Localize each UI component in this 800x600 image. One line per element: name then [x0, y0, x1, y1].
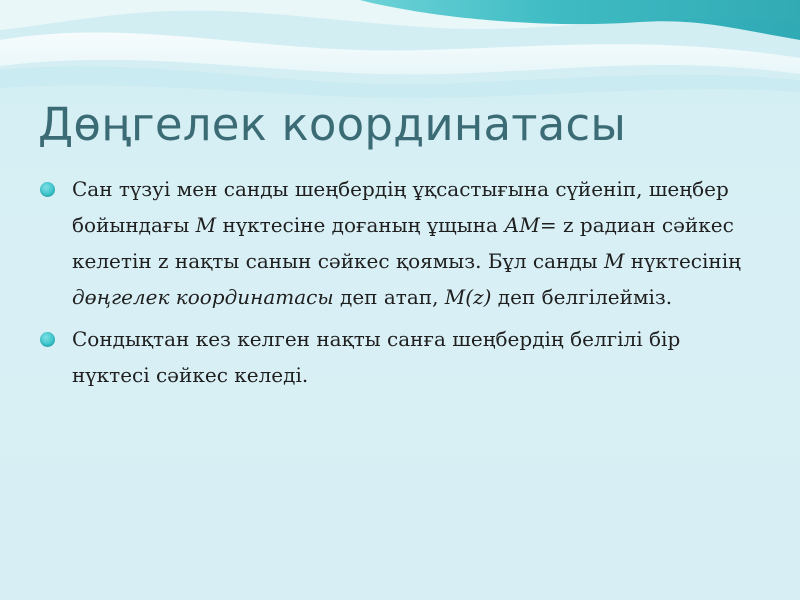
math-expression: M(z): [444, 285, 492, 309]
bullet-list: [40, 171, 760, 393]
text-segment: Сан түзуі мен санды шеңбердің ұқсастығына сүйеніп, шеңбер бойындағы: [72, 177, 729, 237]
bullet-item: [40, 171, 760, 315]
text-segment: z радиан сәйкес келетін z нақты санын сәйкес қоямыз. Бұл санды: [72, 213, 734, 273]
text-segment: деп атап,: [333, 285, 445, 309]
text-segment: нүктесінің: [624, 249, 741, 273]
bullet-text: [72, 327, 680, 387]
teal-circle-bullet-icon: [40, 332, 55, 347]
teal-circle-bullet-icon: [40, 182, 55, 197]
text-segment: Сондықтан кез келген нақты санға шеңбердің белгілі бір нүктесі сәйкес келеді.: [72, 327, 681, 387]
slide-title: Дөңгелек координатасы: [38, 98, 627, 151]
math-expression: АМ=: [504, 213, 557, 237]
math-variable: M: [195, 213, 217, 237]
bullet-item: [40, 321, 760, 393]
text-segment: нүктесіне доғаның ұщына: [216, 213, 505, 237]
emphasized-term: дөңгелек координатасы: [72, 285, 334, 309]
header-wave-decoration: [0, 0, 800, 110]
math-variable: M: [603, 249, 625, 273]
bullet-text: [72, 177, 741, 309]
text-segment: деп белгілейміз.: [491, 285, 673, 309]
